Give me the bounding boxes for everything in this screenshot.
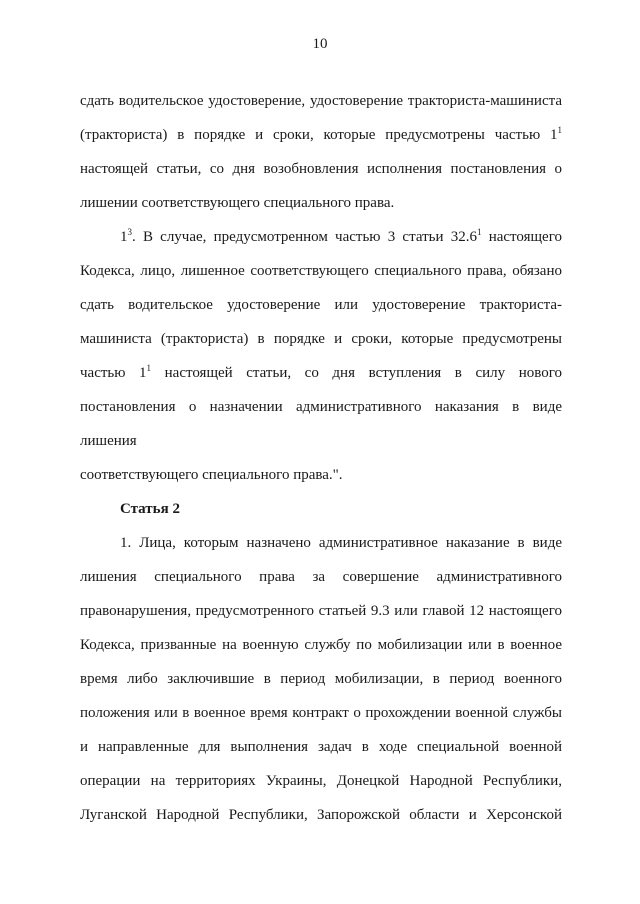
text-line: постановления о назначении административного наказания в виде лишения bbox=[80, 399, 562, 449]
text-line bbox=[80, 220, 562, 254]
text-line: лишении соответствующего специального права. bbox=[80, 195, 395, 211]
text-line: сдать водительское удостоверение, удостоверение тракториста-машиниста bbox=[80, 93, 562, 109]
page-number: 10 bbox=[312, 36, 328, 52]
text-line: Луганской Народной Республики, Запорожской области и Херсонской bbox=[80, 807, 562, 823]
text-line bbox=[80, 356, 562, 390]
document-body bbox=[80, 84, 562, 832]
text-fragment: настоящего bbox=[481, 229, 562, 245]
text-line: и направленные для выполнения задач в ходе специальной военной bbox=[80, 739, 562, 755]
paragraph-continuation bbox=[80, 84, 562, 220]
text-line: настоящей статьи, со дня возобновления исполнения постановления о bbox=[80, 161, 562, 177]
text-line: соответствующего специального права.". bbox=[80, 467, 343, 483]
text-fragment: (тракториста) в порядке и сроки, которые предусмотрены частью 1 bbox=[80, 127, 558, 143]
paragraph-part-1-3 bbox=[80, 220, 562, 492]
superscript: 1 bbox=[557, 125, 562, 135]
text-line: сдать водительское удостоверение или удостоверение тракториста- bbox=[80, 297, 562, 313]
text-line: Кодекса, призванные на военную службу по мобилизации или в военное bbox=[80, 637, 562, 653]
text-fragment: настоящей статьи, со дня вступления в силу нового bbox=[151, 365, 562, 381]
paragraph-article-2-part-1 bbox=[80, 526, 562, 832]
text-fragment: частью 1 bbox=[80, 365, 147, 381]
superscript: 3 bbox=[127, 227, 132, 237]
superscript: 1 bbox=[476, 227, 482, 237]
text-line: время либо заключившие в период мобилизации, в период военного bbox=[80, 671, 562, 687]
text-line: Кодекса, лицо, лишенное соответствующего специального права, обязано bbox=[80, 263, 562, 279]
text-line: операции на территориях Украины, Донецкой Народной Республики, bbox=[80, 773, 562, 789]
text-line: правонарушения, предусмотренного статьей 9.3 или главой 12 настоящего bbox=[80, 603, 562, 619]
text-line: лишения специального права за совершение административного bbox=[80, 569, 562, 585]
text-line bbox=[80, 118, 562, 152]
text-line: машиниста (тракториста) в порядке и сроки, которые предусмотрены bbox=[80, 331, 562, 347]
part-number: 1 bbox=[120, 229, 128, 245]
text-line: 1. Лица, которым назначено административное наказание в виде bbox=[120, 535, 562, 551]
text-line: положения или в военное время контракт о прохождении военной службы bbox=[80, 705, 562, 721]
article-heading: Статья 2 bbox=[120, 501, 180, 517]
text-fragment: . В случае, предусмотренном частью 3 статьи 32.6 bbox=[132, 229, 477, 245]
superscript: 1 bbox=[146, 363, 152, 373]
